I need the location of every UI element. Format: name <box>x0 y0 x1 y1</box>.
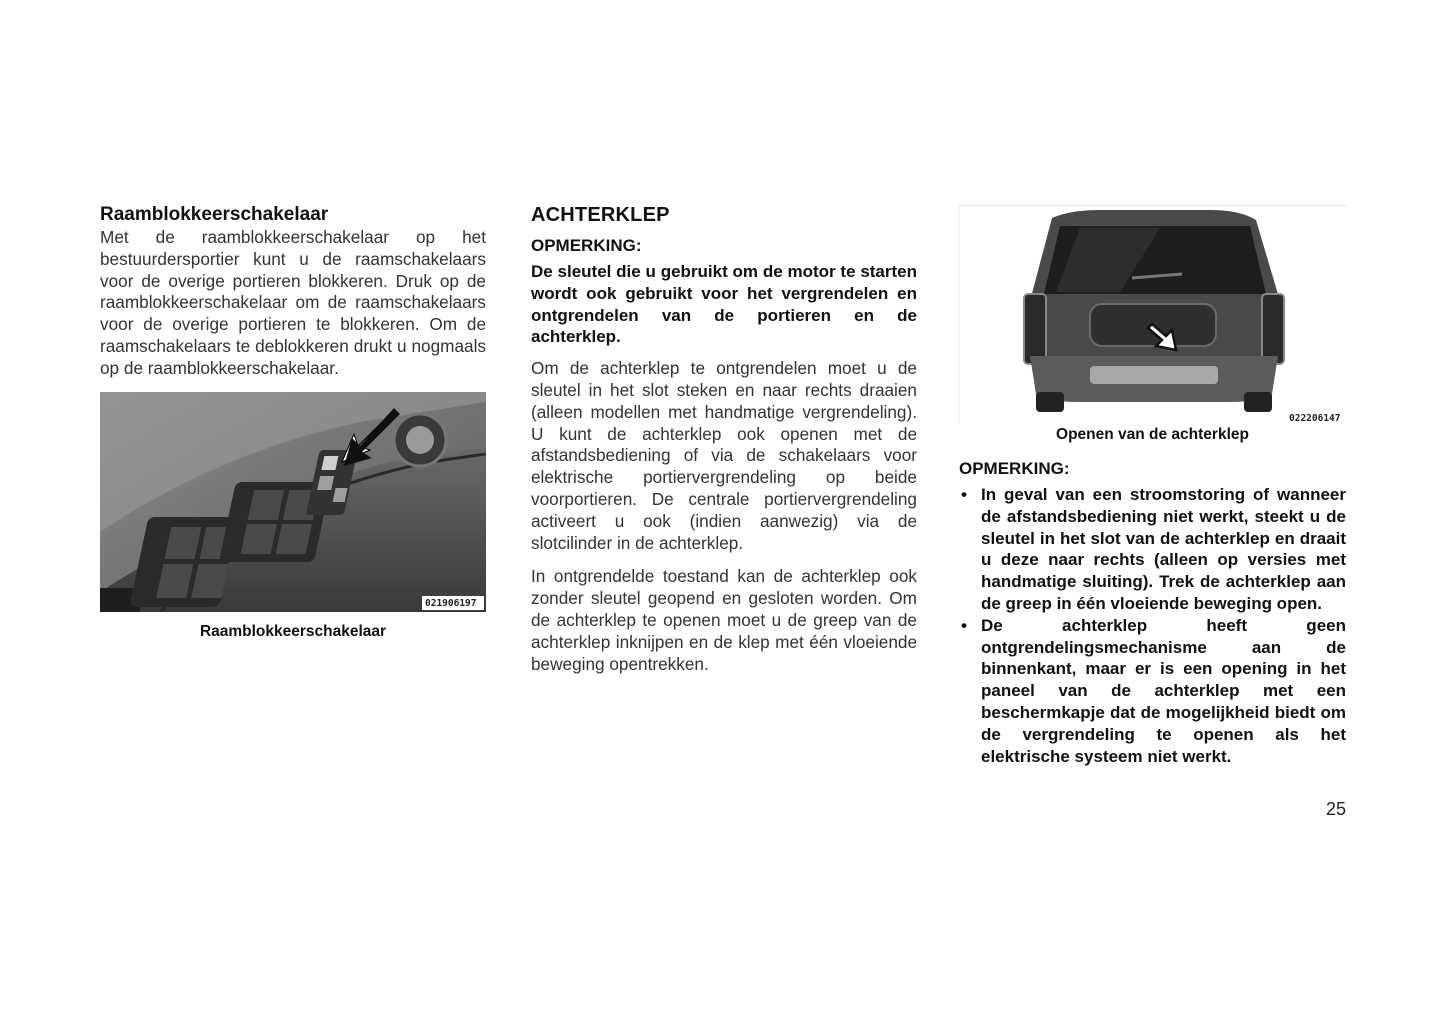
figure-code-window-switch: 021906197 <box>425 597 477 609</box>
tailgate-paragraph-2: In ontgrendelde toestand kan de achterklep ook zonder sleutel geopend en gesloten worden. Om de achterklep te openen moet u de greep van de achterklep inknijpen en de klep met één vloeiende beweging opentrekken. <box>531 566 917 674</box>
window-switch-figure <box>100 392 486 612</box>
note-text-tailgate: De sleutel die u gebruikt om de motor te starten wordt ook gebruikt voor het vergrendelen en ontgrendelen van de portieren en de achterklep. <box>531 262 917 347</box>
window-switch-illustration <box>100 392 486 612</box>
window-lock-paragraph: Met de raamblokkeerschakelaar op het bestuurdersportier kunt u de raamschakelaars voor de overige portieren blokkeren. Druk op de raamblokkeerschakelaar om de raamschakelaars voor de overige portieren te blokkeren. Om de raamschakelaars te deblokkeren drukt u nogmaals op de raamblokkeerschakelaar. <box>100 227 486 378</box>
page-number: 25 <box>1325 799 1346 819</box>
tailgate-figure <box>959 205 1347 424</box>
bullet-text: In geval van een stroomstoring of wanneer de afstandsbediening niet werkt, steekt u de sleutel in het slot van de achterklep en draait u deze naar rechts (alleen op versies met handmatige sluiting). Trek de achterklep aan de greep in één vloeiende beweging open. <box>981 485 1346 613</box>
figure-caption-window-switch: Raamblokkeerschakelaar <box>199 622 387 640</box>
left-column <box>100 203 486 641</box>
figure-caption-tailgate: Openen van de achterklep <box>1056 426 1249 443</box>
section-heading-window-lock: Raamblokkeerschakelaar <box>100 204 329 225</box>
note-bullet-item <box>959 484 1346 615</box>
bullet-dot: • <box>961 485 967 504</box>
note-bullet-item <box>959 615 1346 768</box>
tailgate-paragraph-1: Om de achterklep te ontgrendelen moet u de sleutel in het slot steken en naar rechts draaien (alleen modellen met handmatige vergrendeling). U kunt de achterklep ook openen met de afstandsbediening of via de schakelaars voor elektrische portiervergrendeling op beide voorportieren. De centrale portiervergrendeling activeert u ook (indien aanwezig) via de slotcilinder in de achterklep. <box>531 358 917 553</box>
tailgate-illustration <box>960 206 1347 424</box>
figure-code-tailgate: 022206147 <box>1289 413 1341 424</box>
note-heading-tailgate: OPMERKING: <box>531 236 642 255</box>
section-heading-tailgate: ACHTERKLEP <box>531 204 670 226</box>
bullet-dot: • <box>961 615 967 635</box>
middle-column <box>531 203 917 675</box>
note-bullet-list <box>959 484 1346 767</box>
bullet-text: De achterklep heeft geen ontgrendelingsmechanisme aan de binnenkant, maar er is een opening in het paneel van de achterklep met een beschermkapje dat de mogelijkheid biedt om de vergrendeling te openen als het elektrische systeem niet werkt. <box>981 615 1346 766</box>
right-column <box>959 205 1346 767</box>
note-heading-right: OPMERKING: <box>959 459 1070 478</box>
